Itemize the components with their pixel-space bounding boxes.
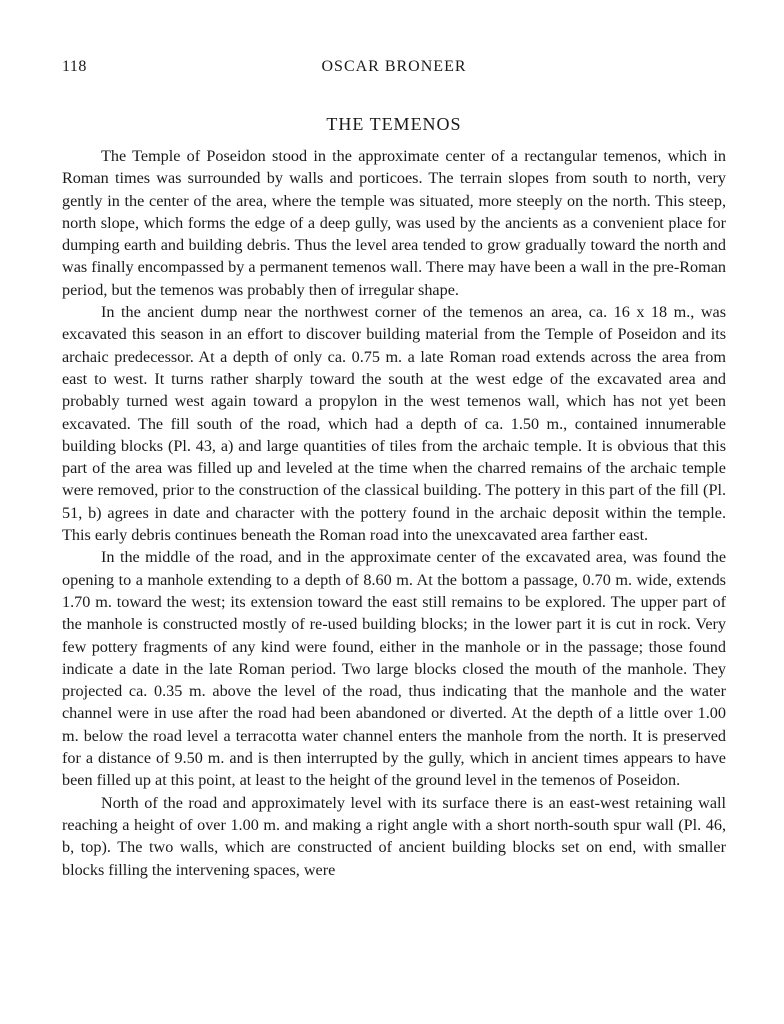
section-title: THE TEMENOS [326, 114, 462, 134]
paragraph-temple-location: The Temple of Poseidon stood in the approximate center of a rectangular temenos, which in Roman times was surrounded by walls and porticoes. The terrain slopes from south to north, very gently in the center of the area, where the temple was situated, more steeply on the north. This steep, north slope, which forms the edge of a deep gully, was used by the ancients as a convenient place for dumping earth and building debris. Thus the level area tended to grow gradually toward the north and was finally encompassed by a permanent temenos wall. There may have been a wall in the pre-Roman period, but the temenos was probably then of irregular shape. [62, 147, 726, 299]
paragraph-retaining-wall: North of the road and approximately level with its surface there is an east-west retaining wall reaching a height of over 1.00 m. and making a right angle with a short north-south spur wall (Pl. 46, b, top). The two walls, which are constructed of ancient building blocks set on end, with smaller blocks filling the intervening spaces, were [62, 793, 726, 879]
paragraph-ancient-dump: In the ancient dump near the northwest corner of the temenos an area, ca. 16 x 18 m., was excavated this season in an effort to discover building material from the Temple of Poseidon and its archaic predecessor. At a depth of only ca. 0.75 m. a late Roman road extends across the area from east to west. It turns rather sharply toward the south at the west edge of the excavated area and probably turned west again toward a propylon in the west temenos wall, which has not yet been excavated. The fill south of the road, which had a depth of ca. 1.50 m., contained innumerable building blocks (Pl. 43, a) and large quantities of tiles from the archaic temple. It is obvious that this part of the area was filled up and leveled at the time when the charred remains of the archaic temple were removed, prior to the construction of the classical building. The pottery in this part of the fill (Pl. 51, b) agrees in date and character with the pottery found in the archaic deposit within the temple. This early debris continues beneath the Roman road into the unexcavated area farther east. [62, 303, 726, 545]
paragraph-manhole: In the middle of the road, and in the approximate center of the excavated area, was found the opening to a manhole extending to a depth of 8.60 m. At the bottom a passage, 0.70 m. wide, extends 1.70 m. toward the west; its extension toward the east still remains to be explored. The upper part of the manhole is constructed mostly of re-used building blocks; in the lower part it is cut in rock. Very few pottery fragments of any kind were found, either in the manhole or in the passage; those found indicate a date in the late Roman period. Two large blocks closed the mouth of the manhole. They projected ca. 0.35 m. above the level of the road, thus indicating that the manhole and the water channel were in use after the road had been abandoned or diverted. At the depth of a little over 1.00 m. below the road level a terracotta water channel enters the manhole from the north. It is preserved for a distance of 9.50 m. and is then interrupted by the gully, which in ancient times appears to have been filled up at this point, at least to the height of the ground level in the temenos of Poseidon. [62, 548, 726, 790]
body-text [62, 145, 726, 881]
document-page [62, 58, 726, 881]
running-title: OSCAR BRONEER [321, 58, 467, 75]
running-head [62, 58, 726, 84]
page-number: 118 [62, 58, 87, 75]
